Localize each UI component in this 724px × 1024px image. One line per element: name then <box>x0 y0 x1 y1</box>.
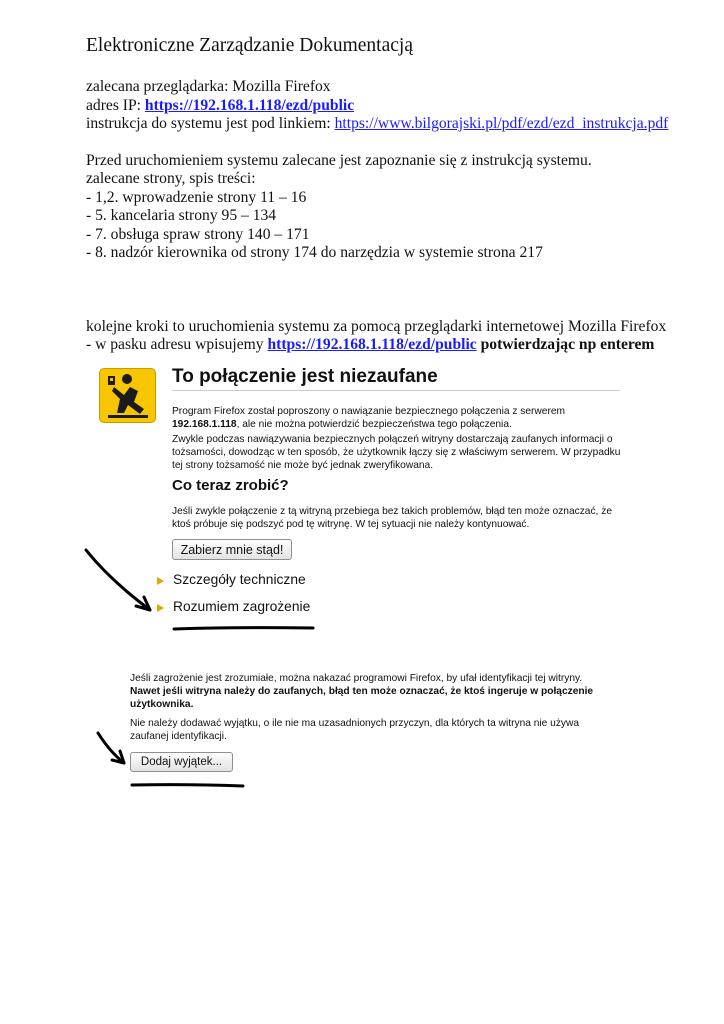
pages-item: - 5. kancelaria strony 95 – 134 <box>86 207 277 224</box>
para1-text-end: , ale nie można potwierdzić bezpieczeństwa tego połączenia. <box>236 419 512 430</box>
pages-heading: zalecane strony, spis treści: <box>86 170 256 187</box>
understand-risk-expander[interactable]: Rozumiem zagrożenie <box>173 599 311 614</box>
underline-risk <box>174 628 313 629</box>
intro-line: Przed uruchomieniem systemu zalecane jest zapoznanie się z instrukcją systemu. <box>86 151 592 169</box>
server-host: 192.168.1.118 <box>172 419 237 430</box>
pages-item: - 7. obsługa spraw strony 140 – 171 <box>86 225 310 243</box>
pages-item: - 1,2. wprowadzenie strony 11 – 16 <box>86 188 307 206</box>
technical-details-expander[interactable]: Szczegóły techniczne <box>173 572 306 587</box>
document-title: Elektroniczne Zarządzanie Dokumentacją <box>86 35 413 56</box>
manual-link[interactable]: https://www.bilgorajski.pl/pdf/ezd/ezd_instrukcja.pdf <box>334 115 669 132</box>
underline-add-exception <box>132 785 243 786</box>
what-to-do-heading: Co teraz zrobić? <box>172 477 289 494</box>
arrow-to-risk-icon <box>86 550 150 610</box>
manual-label: instrukcja do systemu jest pod linkiem: <box>86 115 335 132</box>
steps-link[interactable]: https://192.168.1.118/ezd/public <box>267 336 477 353</box>
arrow-to-exception-icon <box>98 733 124 763</box>
add-exception-button[interactable]: Dodaj wyjątek... <box>130 752 233 772</box>
warning-para-2: Zwykle podczas nawiązywania bezpiecznych połączeń witryny dostarczają zaufanych informacji o tożsamości, dowodząc w ten sposób, że użytkownik łączy się z właściwym serwerem. W przypadku tej strony tożsamość nie może być jednak zweryfikowana. <box>172 434 621 471</box>
risk-bold-text: Nawet jeśli witryna należy do zaufanych, błąd ten może oznaczać, że ktoś ingeruje w połączenie użytkownika. <box>130 686 594 710</box>
ip-label: adres IP: <box>86 96 145 114</box>
warning-title: To połączenie jest niezaufane <box>172 366 438 387</box>
para1-text: Program Firefox został poproszony o nawiązanie bezpiecznego połączenia z serwerem <box>172 406 565 417</box>
warning-para-3: Jeśli zwykle połączenie z tą witryną przebiega bez takich problemów, błąd ten może oznaczać, że ktoś próbuje się podszyć pod tę witrynę. W tej sytuacji nie należy kontynuować. <box>172 506 612 530</box>
leave-button[interactable]: Zabierz mnie stąd! <box>172 539 292 560</box>
ip-link[interactable]: https://192.168.1.118/ezd/public <box>144 96 355 114</box>
risk-text: Jeśli zagrożenie jest zrozumiałe, można nakazać programowi Firefox, by ufał identyfikacji tej witryny. <box>130 673 583 684</box>
steps-intro: kolejne kroki to uruchomienia systemu za pomocą przeglądarki internetowej Mozilla Firefox <box>86 317 667 335</box>
risk-para-2: Nie należy dodawać wyjątku, o ile nie ma uzasadnionych przyczyn, dla których ta witryna nie używa zaufanej identyfikacji. <box>130 718 580 742</box>
pages-item: - 8. nadzór kierownika od strony 174 do narzędzia w systemie strona 217 <box>86 244 543 261</box>
steps-suffix: potwierdzając np enterem <box>476 336 655 353</box>
browser-line: zalecana przeglądarka: Mozilla Firefox <box>86 78 331 95</box>
steps-prefix: - w pasku adresu wpisujemy <box>86 336 268 353</box>
